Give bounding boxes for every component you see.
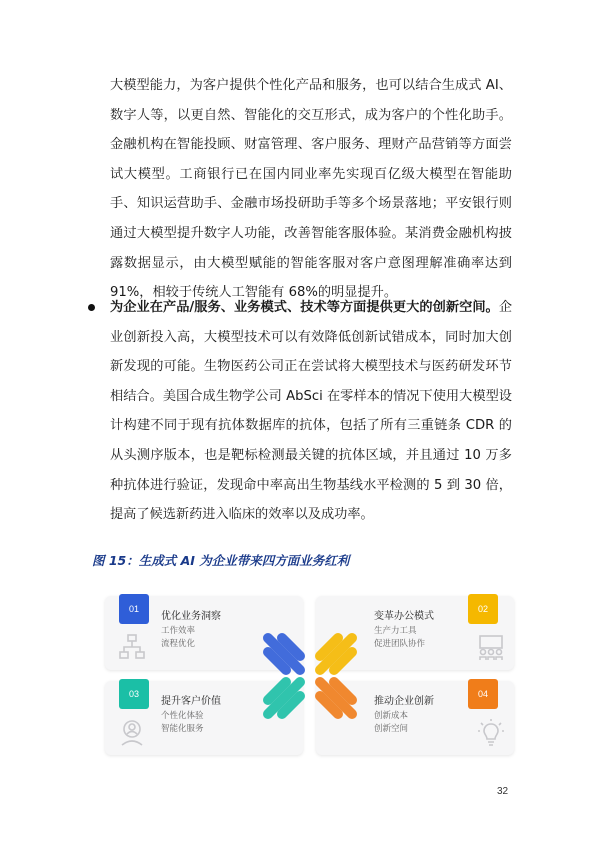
card-number-badge: 04: [468, 679, 498, 709]
teal-arrow: [268, 682, 300, 714]
card-title: 提升客户价值: [161, 696, 221, 707]
center-arrows-graphic: [258, 628, 362, 724]
team-meeting-icon: [476, 632, 506, 662]
card-number-badge: 01: [119, 594, 149, 624]
card-subitem: 智能化服务: [161, 724, 204, 734]
card-number-badge: 03: [119, 679, 149, 709]
card-subitem: 工作效率: [161, 626, 196, 636]
body-paragraph: 大模型能力，为客户提供个性化产品和服务，也可以结合生成式 AI、数字人等，以更自然、智能化的交互形式，成为客户的个性化助手。金融机构在智能投顾、财富管理、客户服务、理财产品营销等方面尝试大模型。工商银行已在国内同业率先实现百亿级大模型在智能助手、知识运营助手、金融市场投研助手等多个场景落地；平安银行则通过大模型提升数字人功能，改善智能客服体验。某消费金融机构披露数据显示，由大模型赋能的智能客服对客户意图理解准确率达到 91%，相较于传统人工智能有 68%的明显提升。: [110, 78, 512, 301]
card-title: 推动企业创新: [374, 696, 434, 707]
orange-arrow: [320, 682, 352, 714]
org-chart-icon: [117, 632, 147, 662]
bullet-heading: 为企业在产品/服务、业务模式、技术等方面提供更大的创新空间。: [110, 300, 499, 315]
card-subitem: 生产力工具: [374, 626, 417, 636]
yellow-arrow: [320, 638, 352, 670]
card-title: 优化业务洞察: [161, 611, 221, 622]
card-subitem: 创新空间: [374, 724, 409, 734]
bullet-paragraph: [110, 293, 512, 530]
card-number-badge: 02: [468, 594, 498, 624]
card-subitem: 个性化体验: [161, 711, 204, 721]
card-title: 变革办公模式: [374, 611, 434, 622]
page-number: 32: [497, 786, 509, 797]
bullet-body: 企业创新投入高，大模型技术可以有效降低创新试错成本，同时加大创新发现的可能。生物医药公司正在尝试将大模型技术与医药研发环节相结合。美国合成生物学公司 AbSci 在零样本的情况下使用大模型设计构建不同于现有抗体数据库的抗体，包括了所有三重链条 CDR 的从头测序版本，也是靶标检测最关键的抗体区域，并且通过 10 万多种抗体进行验证，发现命中率高出生物基线水平检测的 5 到 30 倍，提高了候选新药进入临床的效率以及成功率。: [110, 300, 512, 523]
card-subitem: 流程优化: [161, 639, 196, 649]
customer-gear-icon: [117, 717, 147, 747]
figure-title: 图 15：生成式 AI 为企业带来四方面业务红利: [92, 553, 350, 568]
blue-arrow: [268, 638, 300, 670]
lightbulb-icon: [476, 717, 506, 747]
card-subitem: 创新成本: [374, 711, 409, 721]
bullet-dot: [88, 304, 95, 311]
card-subitem: 促进团队协作: [374, 639, 426, 649]
